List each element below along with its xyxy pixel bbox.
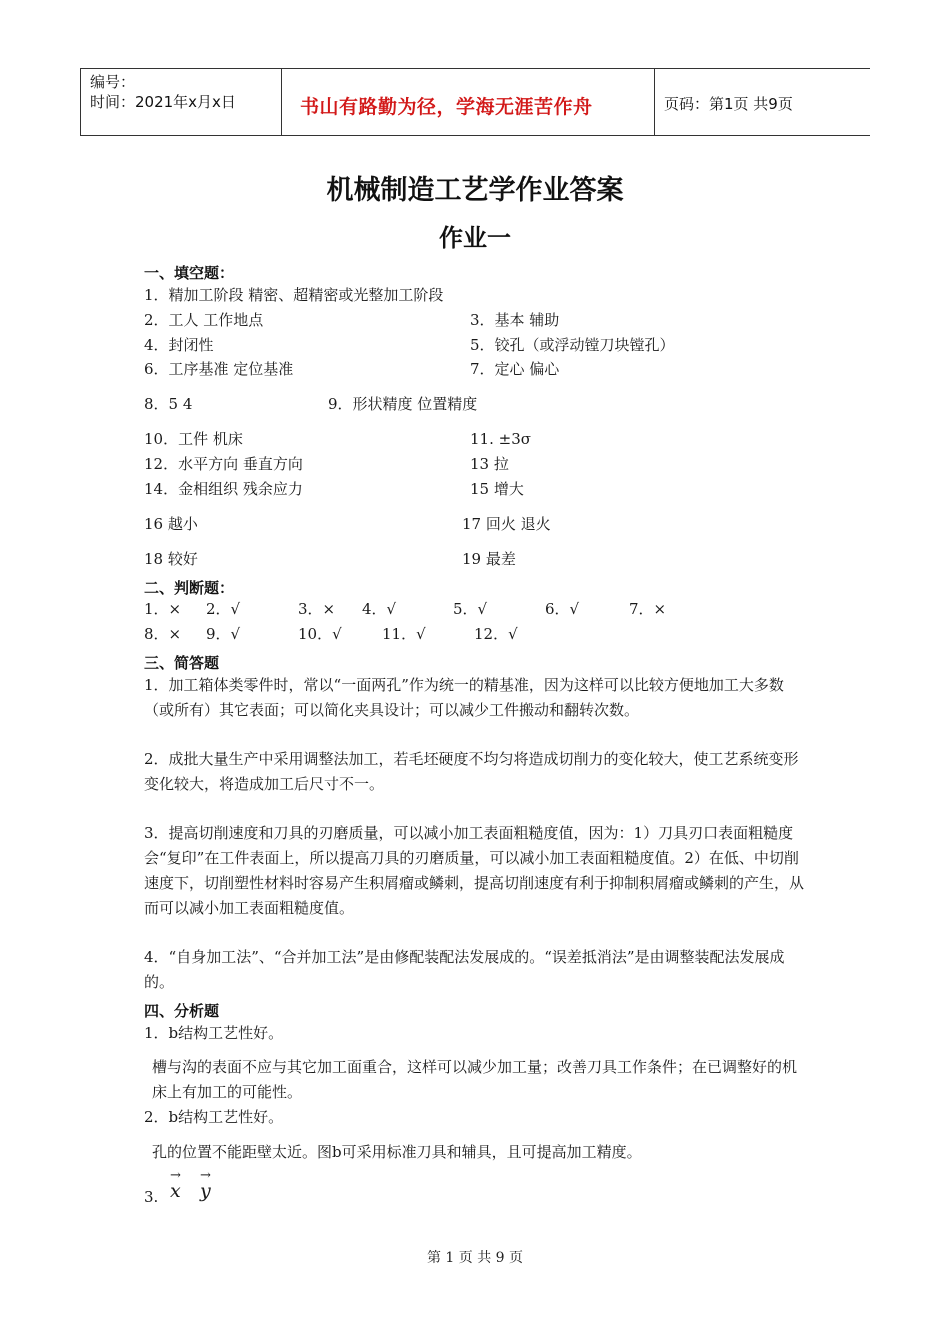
header-top-border xyxy=(80,68,870,69)
fill-row-8-left: 14．金相组织 残余应力 xyxy=(144,480,303,498)
judge-7: 7．× xyxy=(629,600,667,618)
section-fill-heading: 一、填空题： xyxy=(144,264,235,282)
judge-11: 11．√ xyxy=(382,625,426,643)
analysis-item-2-detail: 孔的位置不能距壁太近。图b可采用标准刀具和辅具，且可提高加工精度。 xyxy=(152,1143,642,1161)
fill-row-6-left: 10．工件 机床 xyxy=(144,430,243,448)
short-answer-2: 2．成批大量生产中采用调整法加工，若毛坯硬度不均匀将造成切削力的变化较大，使工艺系统变形变化较大，将造成加工后尺寸不一。 xyxy=(144,750,799,793)
vector-x xyxy=(170,1168,181,1202)
analysis-item-2: 2．b结构工艺性好。 xyxy=(144,1108,284,1126)
section-short-heading: 三、简答题 xyxy=(144,654,220,672)
judge-1: 1．× xyxy=(144,600,182,618)
judge-5: 5．√ xyxy=(453,600,488,618)
fill-row-2-left: 2．工人 工作地点 xyxy=(144,311,264,329)
header-divider-2 xyxy=(654,68,655,136)
header-bottom-border xyxy=(80,135,870,136)
fill-row-1-left: 1．精加工阶段 精密、超精密或光整加工阶段 xyxy=(144,286,444,304)
fill-row-3-left: 4．封闭性 xyxy=(144,336,214,354)
header-left-border xyxy=(80,68,81,136)
page-footer: 第 1 页 共 9 页 xyxy=(426,1250,524,1266)
header-motto: 书山有路勤为径，学海无涯苦作舟 xyxy=(300,96,593,118)
judge-6: 6．√ xyxy=(545,600,580,618)
judge-8: 8．× xyxy=(144,625,182,643)
vector-y-label: y xyxy=(200,1180,211,1202)
fill-row-10-right: 19 最差 xyxy=(462,550,516,568)
header-number-label: 编号： xyxy=(90,73,136,91)
fill-row-7-left: 12．水平方向 垂直方向 xyxy=(144,455,303,473)
analysis-item-1: 1．b结构工艺性好。 xyxy=(144,1024,284,1042)
vector-y xyxy=(200,1168,211,1202)
fill-row-8-right: 15 增大 xyxy=(470,480,524,498)
vector-x-arrow: → xyxy=(170,1168,181,1183)
analysis-item-1-detail: 槽与沟的表面不应与其它加工面重合，这样可以减少加工量；改善刀具工作条件；在已调整好的机床上有加工的可能性。 xyxy=(152,1058,798,1101)
fill-row-5-mid: 9．形状精度 位置精度 xyxy=(328,395,478,413)
fill-row-4-right: 7．定心 偏心 xyxy=(470,360,560,378)
section-judge-heading: 二、判断题： xyxy=(144,579,235,597)
fill-row-5-left: 8．5 4 xyxy=(144,395,193,413)
vector-x-label: x xyxy=(170,1180,181,1202)
fill-row-6-right: 11. ±3σ xyxy=(470,430,531,448)
fill-row-9-left: 16 越小 xyxy=(144,515,198,533)
vector-y-arrow: → xyxy=(200,1168,211,1183)
fill-row-3-right: 5．铰孔（或浮动镗刀块镗孔） xyxy=(470,336,675,354)
short-answer-4: 4．“自身加工法”、“合并加工法”是由修配装配法发展成的。“误差抵消法”是由调整装配法发展成的。 xyxy=(144,948,785,991)
fill-row-4-left: 6．工序基准 定位基准 xyxy=(144,360,294,378)
judge-4: 4．√ xyxy=(362,600,397,618)
header-time-label: 时间：2021年x月x日 xyxy=(90,93,236,111)
header-page-info: 页码：第1页 共9页 xyxy=(664,95,793,113)
document-title: 机械制造工艺学作业答案 xyxy=(326,175,624,206)
short-answer-1: 1．加工箱体类零件时，常以“一面两孔”作为统一的精基准，因为这样可以比较方便地加工大多数（或所有）其它表面；可以简化夹具设计；可以减少工件搬动和翻转次数。 xyxy=(144,676,784,719)
document-subtitle: 作业一 xyxy=(439,224,511,252)
judge-2: 2．√ xyxy=(206,600,241,618)
fill-row-10-left: 18 较好 xyxy=(144,550,198,568)
fill-row-7-right: 13 拉 xyxy=(470,455,509,473)
judge-10: 10．√ xyxy=(298,625,342,643)
short-answer-3: 3．提高切削速度和刀具的刃磨质量，可以减小加工表面粗糙度值，因为：1）刀具刃口表面粗糙度会“复印”在工件表面上，所以提高刀具的刃磨质量，可以减小加工表面粗糙度值。2）在低、中切削速度下，切削塑性材料时容易产生积屑瘤或鳞刺，提高切削速度有利于抑制积屑瘤或鳞刺的产生，从而可以减小加工表面粗糙度值。 xyxy=(144,824,805,917)
header-divider-1 xyxy=(281,68,282,136)
fill-row-9-right: 17 回火 退火 xyxy=(462,515,551,533)
analysis-item-3-number: 3. xyxy=(144,1188,159,1206)
judge-3: 3．× xyxy=(298,600,336,618)
section-analysis-heading: 四、分析题 xyxy=(144,1002,220,1020)
judge-9: 9．√ xyxy=(206,625,241,643)
judge-12: 12．√ xyxy=(474,625,518,643)
fill-row-2-right: 3．基本 辅助 xyxy=(470,311,560,329)
